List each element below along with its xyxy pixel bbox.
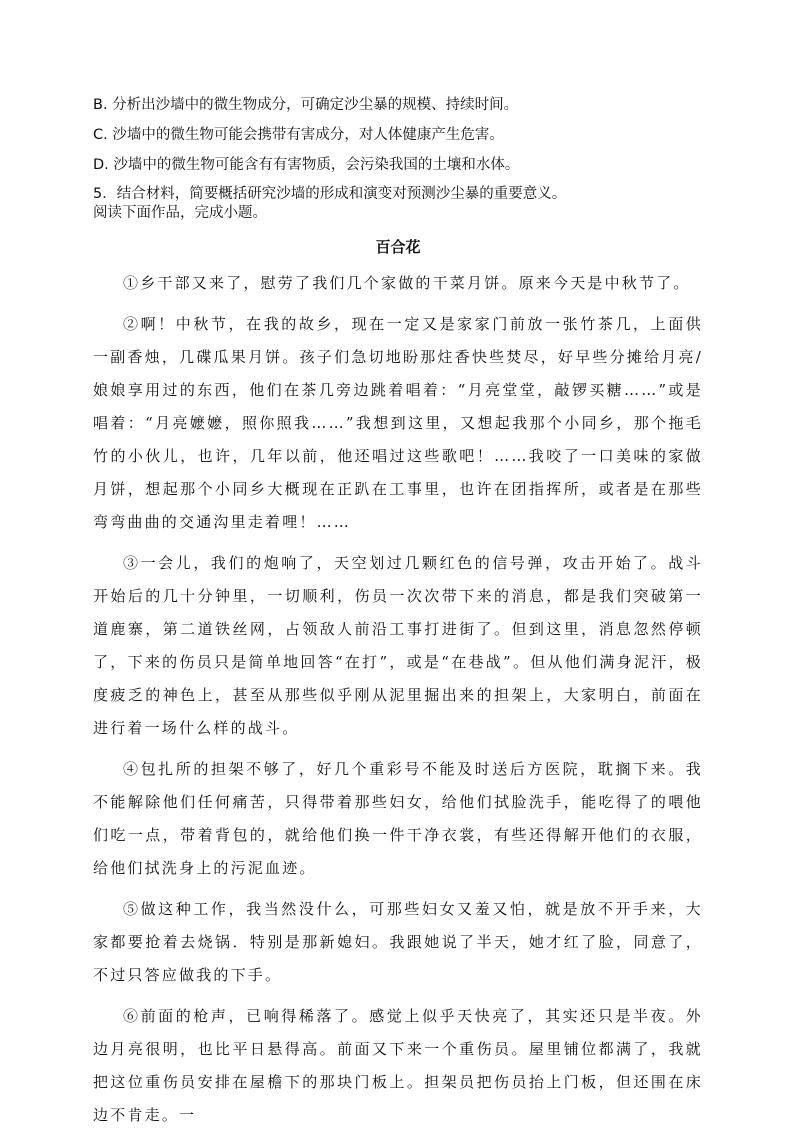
option-b: B. 分析出沙墙中的微生物成分，可确定沙尘暴的规模、持续时间。 [93,97,519,113]
article-paragraph-4: ④包扎所的担架不够了，好几个重彩号不能及时送后方医院，耽搁下来。我不能解除他们任何痛苦，只得带着那些妇女，给他们拭脸洗手，能吃得了的喂他们吃一点，带着背包的，就给他们换一件干净衣裳，有些还得解开他们的衣服，给他们拭洗身上的污泥血迹。 [93,760,703,877]
article-paragraph-5: ⑤做这种工作，我当然没什么，可那些妇女又羞又怕，就是放不开手来，大家都要抢着去烧锅．特别是那新媳妇。我跟她说了半天，她才红了脸，同意了，不过只答应做我的下手。 [93,900,703,984]
option-d: D. 沙墙中的微生物可能含有有害物质，会污染我国的土壤和水体。 [93,157,520,173]
option-c: C. 沙墙中的微生物可能会携带有害成分，对人体健康产生危害。 [93,127,504,143]
reading-instruction: 阅读下面作品，完成小题。 [93,205,267,221]
article-paragraph-1: ①乡干部又来了，慰劳了我们几个家做的干菜月饼。原来今天是中秋节了。 [123,274,691,292]
article-paragraph-3: ③一会儿，我们的炮响了，天空划过几颗红色的信号弹，攻击开始了。战斗开始后的几十分钟里，一切顺利，伤员一次次带下来的消息，都是我们突破第一道鹿寨，第二道铁丝网，占领敌人前沿工事打进街了。但到这里，消息忽然停顿了，下来的伤员只是简单地回答“在打”，或是“在巷战”。但从他们满身泥汗，极度疲乏的神色上，甚至从那些似乎刚从泥里掘出来的担架上，大家明白，前面在进行着一场什么样的战斗。 [93,554,703,737]
article-body [93,267,703,1132]
article-title: 百合花 [375,238,421,256]
article-paragraph-2: ②啊！中秋节，在我的故乡，现在一定又是家家门前放一张竹茶几，上面供一副香烛，几碟瓜果月饼。孩子们急切地盼那炷香快些焚尽，好早些分摊给月亮/娘娘享用过的东西，他们在茶几旁边跳着唱着：“月亮堂堂，敲锣买糖……”或是唱着：“月亮嬷嬷，照你照我……”我想到这里，又想起我那个小同乡，那个拖毛竹的小伙儿，也许，几年以前，他还唱过这些歌吧！……我咬了一口美味的家做月饼，想起那个小同乡大概现在正趴在工事里，也许在团指挥所，或者是在那些弯弯曲曲的交通沟里走着哩！…… [93,315,703,531]
article-paragraph-6: ⑥前面的枪声，已响得稀落了。感觉上似乎天快亮了，其实还只是半夜。外边月亮很明，也比平日悬得高。前面又下来一个重伤员。屋里铺位都满了，我就把这位重伤员安排在屋檐下的那块门板上。担架员把伤员抬上门板，但还围在床边不肯走。一 [93,1007,703,1124]
question-5: 5．结合材料，简要概括研究沙墙的形成和演变对预测沙尘暴的重要意义。 [93,186,567,202]
document-page [93,95,703,1132]
